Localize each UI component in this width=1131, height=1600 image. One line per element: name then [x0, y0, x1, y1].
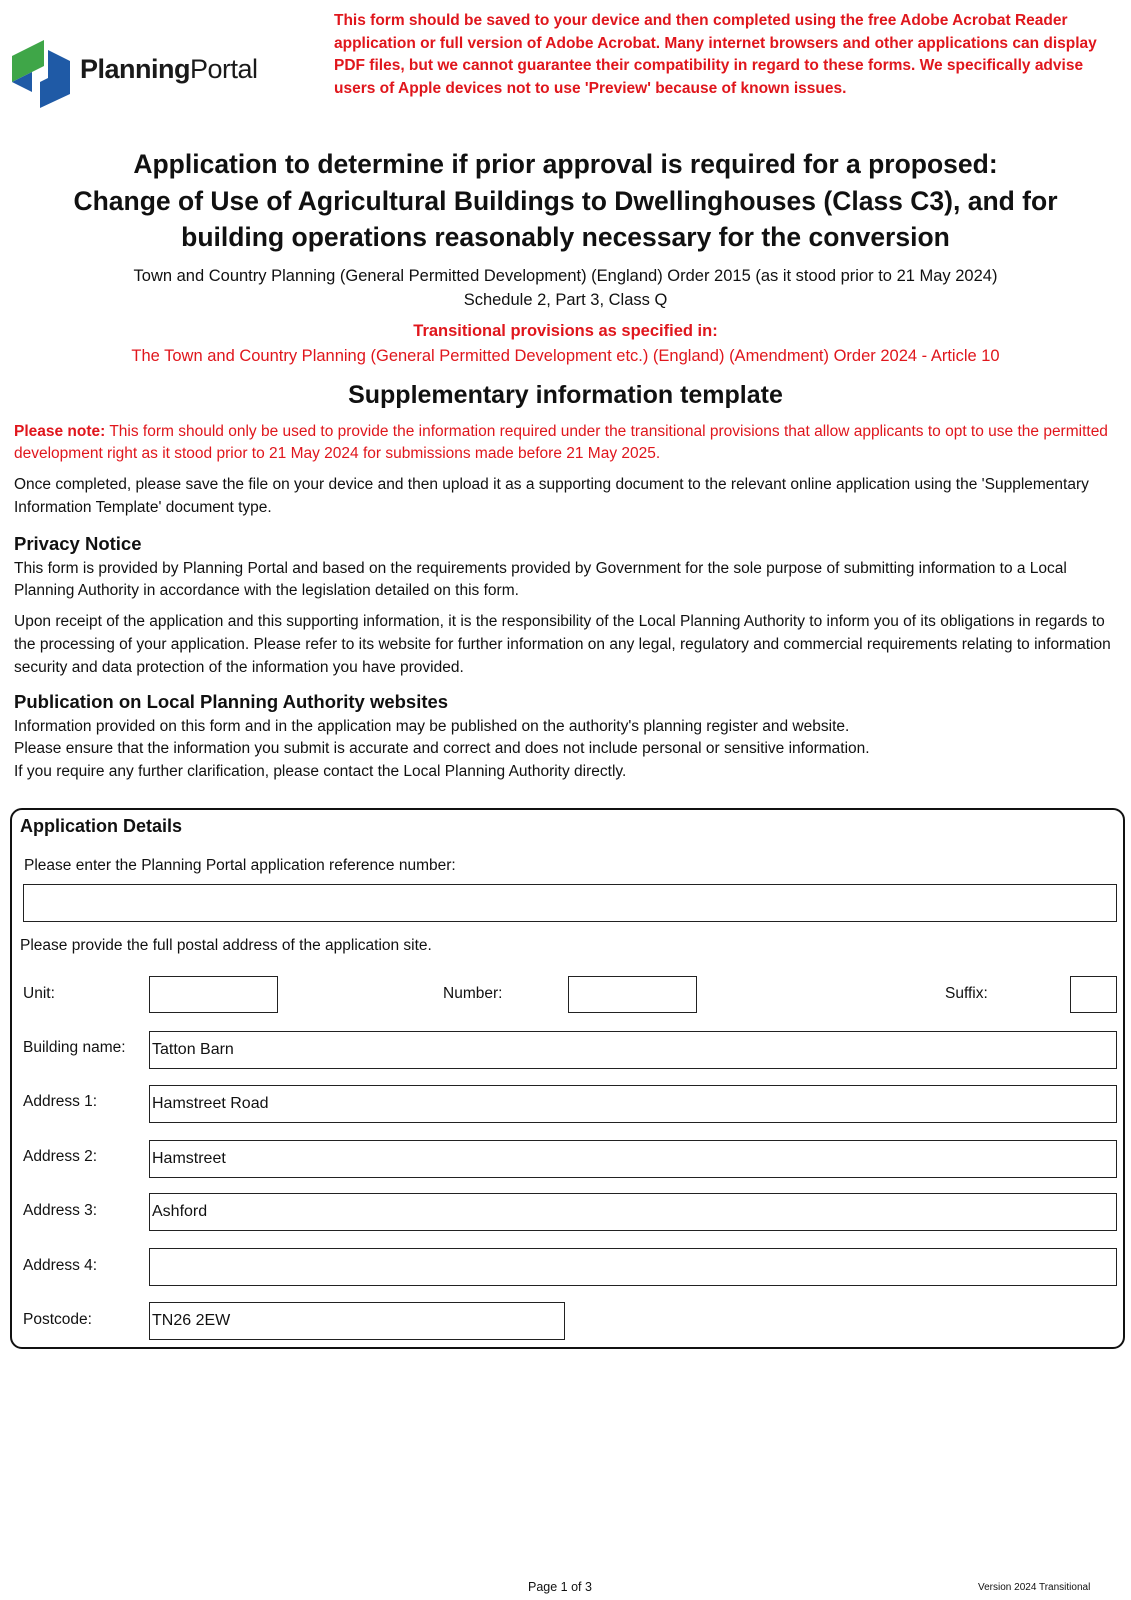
unit-input[interactable] — [149, 976, 278, 1013]
privacy-heading: Privacy Notice — [14, 532, 142, 554]
address3-label: Address 3: — [23, 1202, 98, 1220]
address4-input[interactable] — [149, 1248, 1117, 1286]
please-note: Please note: This form should only be used to provide the information required under the transitional provisions that allow applicants to opt to use the permitted development right as it stood prior to 21 May 2024 for submissions made before 21 May 2025. — [14, 422, 1108, 463]
application-details-section — [10, 808, 1125, 1349]
supplementary-heading: Supplementary information template — [348, 380, 783, 409]
publication-text: Information provided on this form and in the application may be published on the authority's planning register and website. Please ensure that the information you submit is accurate and correct and does not include personal or sensitive information. If you require any further clarification, please contact the Local Planning Authority directly. — [14, 717, 870, 781]
page-number: Page 1 of 3 — [528, 1580, 592, 1594]
privacy-p1: This form is provided by Planning Portal and based on the requirements provided by Government for the sole purpose of submitting information to a Local Planning Authority in accordance with the legislation detailed on this form. — [14, 559, 1067, 600]
version-label: Version 2024 Transitional — [978, 1582, 1091, 1593]
compatibility-notice: This form should be saved to your device and then completed using the free Adobe Acrobat Reader application or full version of Adobe Acrobat. Many internet browsers and other applications can display PDF files, but we cannot guarantee their compatibility in regard to these forms. We specifically advise users of Apple devices not to use 'Preview' because of known issues. — [334, 12, 1097, 97]
postcode-input[interactable]: TN26 2EW — [149, 1302, 565, 1340]
number-input[interactable] — [568, 976, 697, 1013]
reference-number-input[interactable] — [23, 884, 1117, 922]
document-body — [0, 146, 1131, 1349]
address1-label: Address 1: — [23, 1093, 98, 1111]
legislation-subtitle: Town and Country Planning (General Permitted Development) (England) Order 2015 (as it stood prior to 21 May 2024) Schedule 2, Part 3, Class Q — [133, 266, 998, 309]
once-completed-text: Once completed, please save the file on your device and then upload it as a supporting document to the relevant online application using the 'Supplementary Information Template' document type. — [14, 476, 1089, 516]
privacy-p2: Upon receipt of the application and this supporting information, it is the responsibility of the Local Planning Authority to inform you of its obligations in regards to the processing of your application. Please refer to its website for further information on any legal, regulatory and commercial requirements relating to information security and data protection of the information you have provided. — [14, 613, 1111, 676]
suffix-input[interactable] — [1070, 976, 1117, 1013]
suffix-label: Suffix: — [945, 985, 988, 1003]
address3-input[interactable]: Ashford — [149, 1193, 1117, 1231]
unit-label: Unit: — [23, 985, 55, 1003]
logo-mark-icon — [8, 36, 78, 111]
publication-heading: Publication on Local Planning Authority websites — [14, 690, 449, 712]
address1-input[interactable]: Hamstreet Road — [149, 1085, 1117, 1123]
form-title: Application to determine if prior approval is required for a proposed: Change of Use of Agricultural Buildings to Dwellinghouses (Class C3), and for building operations reasonably necessary for the conversion — [73, 149, 1058, 252]
building-name-label: Building name: — [23, 1039, 126, 1057]
ref-prompt: Please enter the Planning Portal application reference number: — [24, 857, 456, 875]
address2-label: Address 2: — [23, 1148, 98, 1166]
number-label: Number: — [443, 985, 503, 1003]
transitional-text: The Town and Country Planning (General Permitted Development etc.) (England) (Amendment) Order 2024 - Article 10 — [131, 346, 1000, 365]
application-details-heading: Application Details — [20, 816, 183, 837]
transitional-heading: Transitional provisions as specified in: — [413, 321, 718, 340]
address-prompt: Please provide the full postal address of the application site. — [20, 937, 432, 955]
address4-label: Address 4: — [23, 1257, 98, 1275]
building-name-input[interactable]: Tatton Barn — [149, 1031, 1117, 1069]
planning-portal-logo: PlanningPortal — [8, 36, 283, 111]
address2-input[interactable]: Hamstreet — [149, 1140, 1117, 1178]
postcode-label: Postcode: — [23, 1311, 92, 1329]
